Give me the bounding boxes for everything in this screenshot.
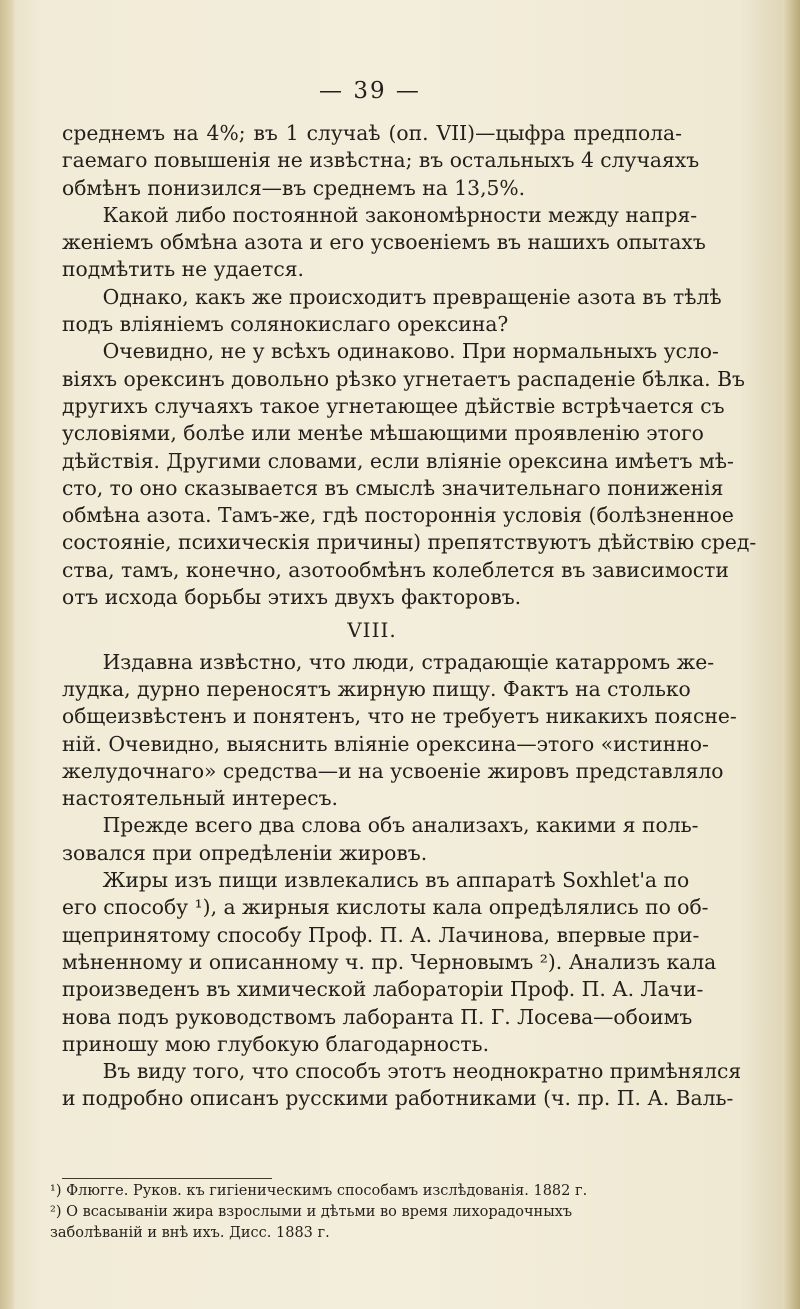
text-line: обмѣна азота. Тамъ-же, гдѣ постороннія условія (болѣзненное	[62, 503, 734, 528]
text-line: Прежде всего два слова объ анализахъ, какими я поль-	[102, 813, 699, 838]
text-line: и подробно описанъ русскими работниками (ч. пр. П. А. Валь-	[62, 1086, 734, 1111]
text-line: Очевидно, не у всѣхъ одинаково. При нормальныхъ усло-	[102, 339, 719, 364]
text-line: Издавна извѣстно, что люди, страдающіе катарромъ же-	[102, 649, 715, 674]
text-line: віяхъ орексинъ довольно рѣзко угнетаетъ распаденіе бѣлка. Въ	[62, 366, 745, 391]
text-line: Однако, какъ же происходитъ превращеніе азота въ тѣлѣ	[102, 284, 722, 309]
text-line: Жиры изъ пищи извлекались въ аппаратѣ Soxhlet'а по	[102, 868, 690, 893]
section-heading: VIII.	[347, 618, 397, 643]
text-line: нова подъ руководствомъ лаборанта П. Г. Лосева—обоимъ	[62, 1004, 693, 1029]
text-line: подъ вліяніемъ солянокислаго орексина?	[62, 312, 509, 337]
text-line: лудка, дурно переносятъ жирную пищу. Фактъ на столько	[62, 676, 691, 701]
text-line: женіемъ обмѣна азота и его усвоеніемъ въ нашихъ опытахъ	[62, 230, 706, 255]
text-line: подмѣтить не удается.	[62, 257, 304, 282]
text-line: обмѣнъ понизился—въ среднемъ на 13,5%.	[62, 175, 526, 200]
text-line: состояніе, психическія причины) препятствуютъ дѣйствію сред-	[62, 530, 757, 555]
text-line: отъ исхода борьбы этихъ двухъ факторовъ.	[62, 585, 522, 610]
text-line: ній. Очевидно, выяснить вліяніе орексина—этого «истинно-	[62, 731, 709, 756]
footnote-rule	[62, 1178, 272, 1179]
text-line: мѣненному и описанному ч. пр. Черновымъ ²). Анализъ кала	[62, 949, 717, 974]
main-text	[62, 120, 757, 1113]
text-line: условіями, болѣе или менѣе мѣшающими проявленію этого	[62, 421, 704, 446]
text-line: настоятельный интересъ.	[62, 786, 338, 811]
text-line: ства, тамъ, конечно, азотообмѣнъ колеблется въ зависимости	[62, 557, 729, 582]
text-line: зовался при опредѣленіи жировъ.	[62, 840, 428, 865]
footnote-2-continued: заболѣваній и внѣ ихъ. Дисс. 1883 г.	[50, 1225, 330, 1241]
text-line: дѣйствія. Другими словами, если вліяніе орексина имѣетъ мѣ-	[62, 448, 734, 473]
text-line: Въ виду того, что способъ этотъ неоднократно примѣнялся	[102, 1059, 742, 1084]
text-line: его способу ¹), а жирныя кислоты кала опредѣлялись по об-	[62, 895, 709, 920]
text-line: общеизвѣстенъ и понятенъ, что не требуетъ никакихъ поясне-	[62, 704, 737, 729]
text-line: щепринятому способу Проф. П. А. Лачинова, впервые при-	[62, 922, 700, 947]
page-left-edge	[0, 0, 14, 1309]
text-line: желудочнаго» средства—и на усвоеніе жировъ представляло	[62, 758, 724, 783]
footnotes	[50, 1181, 690, 1244]
text-line: произведенъ въ химической лабораторіи Проф. П. А. Лачи-	[62, 977, 704, 1002]
text-line: другихъ случаяхъ такое угнетающее дѣйствіе встрѣчается съ	[62, 393, 725, 418]
text-line: Какой либо постоянной закономѣрности между напря-	[102, 202, 698, 227]
footnote-2: ²) О всасываніи жира взрослыми и дѣтьми во время лихорадочныхъ	[50, 1204, 573, 1220]
page-right-edge	[782, 0, 800, 1309]
text-line: приношу мою глубокую благодарность.	[62, 1031, 490, 1056]
text-line: сто, то оно сказывается въ смыслѣ значительнаго пониженія	[62, 475, 724, 500]
text-line: гаемаго повышенія не извѣстна; въ остальныхъ 4 случаяхъ	[62, 148, 700, 173]
text-line: среднемъ на 4%; въ 1 случаѣ (оп. VII)—цыфра предпола-	[62, 121, 682, 145]
page-number: — 39 —	[319, 78, 421, 104]
footnote-1: ¹) Флюгге. Руков. къ гигіеническимъ способамъ изслѣдованія. 1882 г.	[50, 1183, 588, 1199]
